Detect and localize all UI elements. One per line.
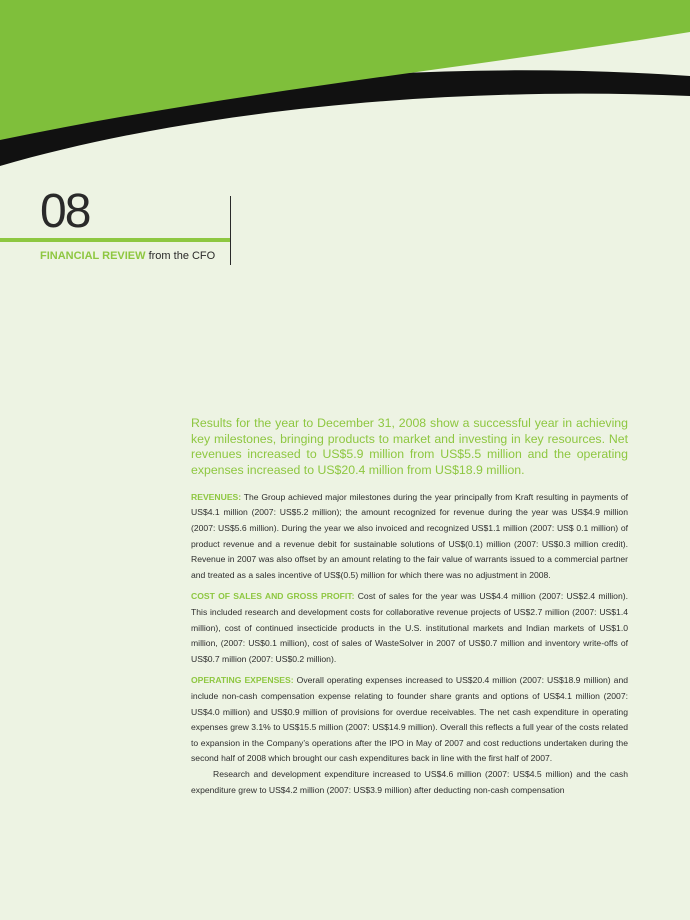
section-text-revenues: The Group achieved major milestones during the year principally from Kraft resulting in payments of US$4.1 million (2007: US$5.2 million); the amount recognized for revenue during the year was US$4.9 million (2007: US$5.6 million). During the year we also invoiced and recognized US$1.1 million (2007: US$ 0.1 million) of product revenue and a revenue debit for sustainable solutions of US$(0.1) million (2007: US$0.3 million credit). Revenue in 2007 was also offset by an amount relating to the fair value of warrants issued to a commercial partner and treated as a sales incentive of US$(0.5) million for which there was no adjustment in 2008. [191,491,628,580]
header-swoosh [0,0,690,170]
revenues-paragraph [191,490,628,584]
chapter-heading [40,250,215,262]
chapter-heading-accent: FINANCIAL REVIEW [40,250,146,262]
intro-paragraph: Results for the year to December 31, 2008 show a successful year in achieving key milestones, bringing products to market and investing in key resources. Net revenues increased to US$5.9 million from US$5.5 million and the operating expenses increased to US$20.4 million from US$18.9 million. [191,416,628,478]
section-text-operating-expenses: Overall operating expenses increased to US$20.4 million (2007: US$18.9 million) and include non-cash compensation expense relating to founder share grants and options of US$4.1 million (2007: US$4.0 million) and US$0.9 million of provisions for overdue receivables. The net cash expenditure in operating expenses grew 3.1% to US$15.5 million (2007: US$14.9 million). Overall this reflects a full year of the costs related to expansion in the Company’s operations after the IPO in May of 2007 and cost reductions undertaken during the second half of 2008 which brought our cash expenditures back in line with the first half of 2007. [191,675,629,764]
section-label-operating-expenses: OPERATING EXPENSES: [191,675,294,686]
article-body [191,416,628,804]
continuation-paragraph: Research and development expenditure increased to US$4.6 million (2007: US$4.5 million) and the cash expenditure grew to US$4.2 million (2007: US$3.9 million) after deducting non-cash compensation [191,768,628,795]
chapter-number: 08 [40,185,90,238]
cost-of-sales-paragraph [191,589,628,667]
section-label-cost-of-sales: COST OF SALES AND GROSS PROFIT: [191,591,355,602]
swoosh-green-band [0,0,690,140]
operating-expenses-paragraph [191,673,628,767]
section-label-revenues: REVENUES: [191,491,242,502]
chapter-rule [0,238,231,242]
section-text-cost-of-sales: Cost of sales for the year was US$4.4 million (2007: US$2.4 million). This included research and development costs for collaborative revenue projects of US$2.7 million (2007: US$1.4 million), cost of continued insecticide products in the U.S. institutional markets and Indian markets of US$1.0 million, (2007: US$0.1 million), cost of sales of WasteSolver in 2007 of US$0.7 million and inventory write-offs of US$0.7 million (2007: US$0.2 million). [191,591,628,664]
chapter-heading-rest: from the CFO [145,250,216,262]
chapter-divider [230,196,231,265]
